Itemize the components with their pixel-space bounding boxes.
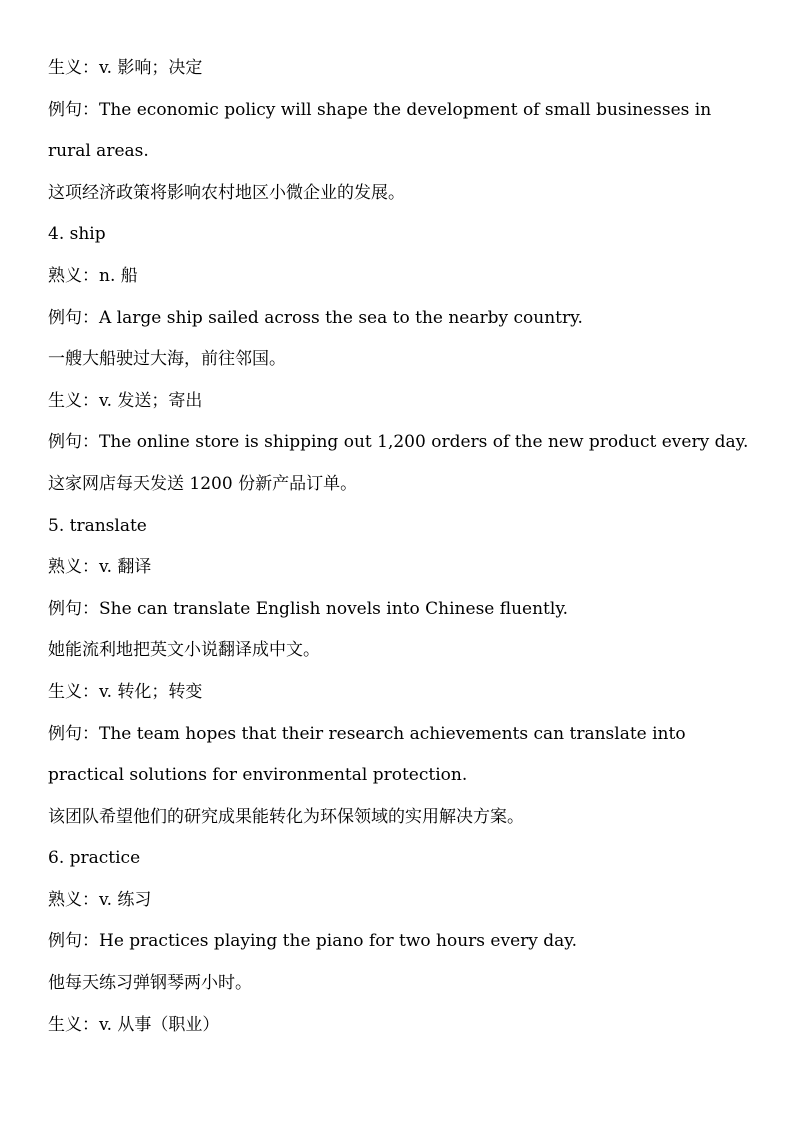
meaning-line: 生义：v. 从事（职业） xyxy=(48,1014,220,1035)
entry-heading: 4. ship xyxy=(48,224,106,245)
meaning-line: 生义：v. 转化；转变 xyxy=(48,681,203,702)
example-sentence-zh: 他每天练习弹钢琴两小时。 xyxy=(48,973,252,994)
entry-heading: 5. translate xyxy=(48,515,147,536)
example-sentence-zh: 这家网店每天发送 1200 份新产品订单。 xyxy=(48,473,358,494)
entry-heading: 6. practice xyxy=(48,848,141,869)
meaning-line: 熟义：v. 练习 xyxy=(48,889,152,910)
document-page xyxy=(48,48,753,1046)
meaning-line: 生义：v. 发送；寄出 xyxy=(48,390,203,411)
example-sentence-zh: 这项经济政策将影响农村地区小微企业的发展。 xyxy=(48,182,405,203)
meaning-line: 生义：v. 影响；决定 xyxy=(48,58,203,78)
example-sentence-en: 例句：He practices playing the piano for two hours every day. xyxy=(48,931,578,952)
example-sentence-en: 例句：The online store is shipping out 1,200 orders of the new product every day. xyxy=(48,432,749,453)
example-sentence-en: 例句：The economic policy will shape the development of small businesses in rural areas. xyxy=(48,99,712,162)
example-sentence-en: 例句：She can translate English novels into Chinese fluently. xyxy=(48,598,569,619)
example-sentence-en: 例句：A large ship sailed across the sea to the nearby country. xyxy=(48,307,583,328)
example-sentence-en: 例句：The team hopes that their research achievements can translate into practical solutions for environmental protection. xyxy=(48,723,686,786)
meaning-line: 熟义：v. 翻译 xyxy=(48,557,152,578)
example-sentence-zh: 她能流利地把英文小说翻译成中文。 xyxy=(48,640,320,661)
example-sentence-zh: 一艘大船驶过大海，前往邻国。 xyxy=(48,349,286,370)
meaning-line: 熟义：n. 船 xyxy=(48,265,138,286)
example-sentence-zh: 该团队希望他们的研究成果能转化为环保领域的实用解决方案。 xyxy=(48,806,524,827)
